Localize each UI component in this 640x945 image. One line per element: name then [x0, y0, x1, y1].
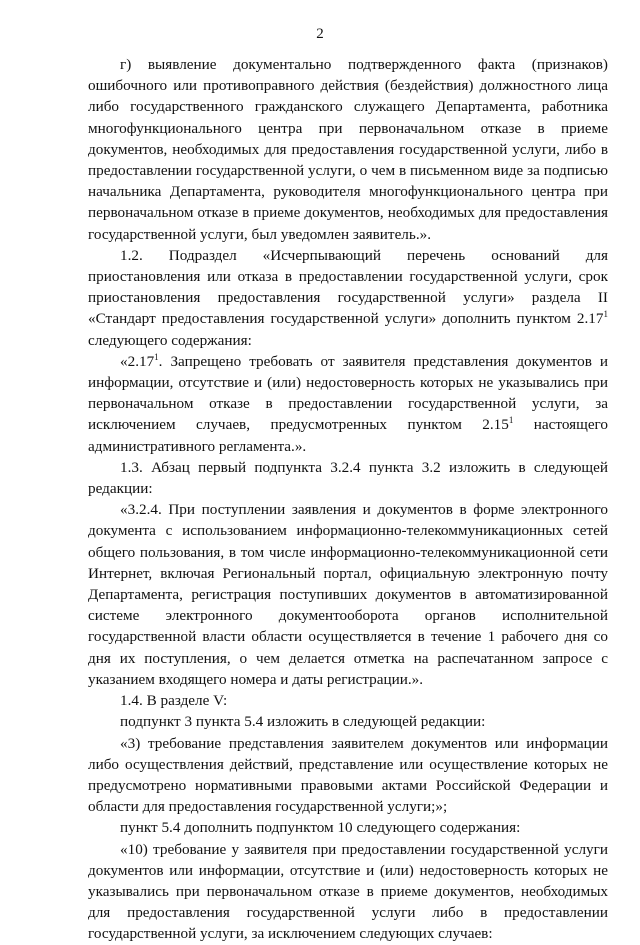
superscript: 1	[508, 415, 514, 426]
paragraph	[88, 457, 608, 499]
paragraph-text: подпункт 3 пункта 5.4 изложить в следующей редакции:	[120, 713, 486, 731]
paragraph	[88, 733, 608, 818]
paragraph	[88, 839, 608, 945]
paragraph	[88, 351, 608, 457]
paragraph-text: 1.4. В разделе V:	[120, 692, 228, 710]
paragraph-text: «3) требование представления заявителем документов или информации либо осуществления действий, представление или осуществление которых не предусмотрено нормативными правовыми актами Российской Федерации и области для предоставления государственной услуги;»;	[88, 734, 608, 816]
paragraph-text: «10) требование у заявителя при предоставлении государственной услуги документов или информации, отсутствие и (или) недостоверность которых не указывались при первоначальном отказе в приеме документов, необходимых для предоставления государственной услуги либо в предоставлении государственной услуги, за исключением следующих случаев:	[88, 840, 608, 943]
page-number: 2	[316, 26, 324, 42]
paragraph-text: «3.2.4. При поступлении заявления и документов в форме электронного документа с использованием информационно-телекоммуникационных сетей общего пользования, в том числе информационно-телекоммуникационной сети Интернет, включая Региональный портал, официальную электронную почту Департамента, регистрация поступивших документов в автоматизированной системе электронного документооборота органов исполнительной государственной власти области осуществляется в течение 1 рабочего дня со дня их поступления, о чем делается отметка на распечатанном запросе с указанием входящего номера и даты регистрации.».	[88, 501, 608, 688]
paragraph-text: настоящего административного регламента.».	[88, 416, 609, 455]
paragraph-text: пункт 5.4 дополнить подпунктом 10 следующего содержания:	[120, 819, 521, 837]
paragraph	[88, 711, 608, 732]
paragraph	[88, 245, 608, 351]
paragraph-text: следующего содержания:	[88, 331, 252, 349]
paragraph	[88, 690, 608, 711]
paragraph	[88, 499, 608, 690]
document-body	[88, 54, 608, 945]
paragraph	[88, 54, 608, 245]
paragraph-text: 1.2. Подраздел «Исчерпывающий перечень оснований для приостановления или отказа в предоставлении государственной услуги, срок приостановления предоставления государственной услуги» раздела II «Стандарт предоставления государственной услуги» дополнить пунктом 2.17	[88, 246, 608, 328]
paragraph	[88, 817, 608, 838]
paragraph-text: . Запрещено требовать от заявителя представления документов и информации, отсутствие и (или) недостоверность которых не указывались при первоначальном отказе в предоставлении государственной услуги, за исключением случаев, предусмотренных пунктом 2.15	[88, 352, 608, 434]
paragraph-text: 1.3. Абзац первый подпункта 3.2.4 пункта 3.2 изложить в следующей редакции:	[88, 458, 608, 498]
paragraph-text: «2.17	[120, 352, 155, 370]
superscript: 1	[603, 309, 608, 320]
paragraph-text: г) выявление документально подтвержденного факта (признаков) ошибочного или противоправного действия (бездействия) должностного лица либо государственного гражданского служащего Департамента, работника многофункционального центра при первоначальном отказе в приеме документов, необходимых для предоставления государственной услуги, либо в предоставлении государственной услуги, о чем в письменном виде за подписью начальника Департамента, руководителя многофункционального центра при первоначальном отказе в приеме документов, необходимых для предоставления государственной услуги, был уведомлен заявитель.».	[88, 56, 608, 243]
superscript: 1	[154, 351, 159, 362]
